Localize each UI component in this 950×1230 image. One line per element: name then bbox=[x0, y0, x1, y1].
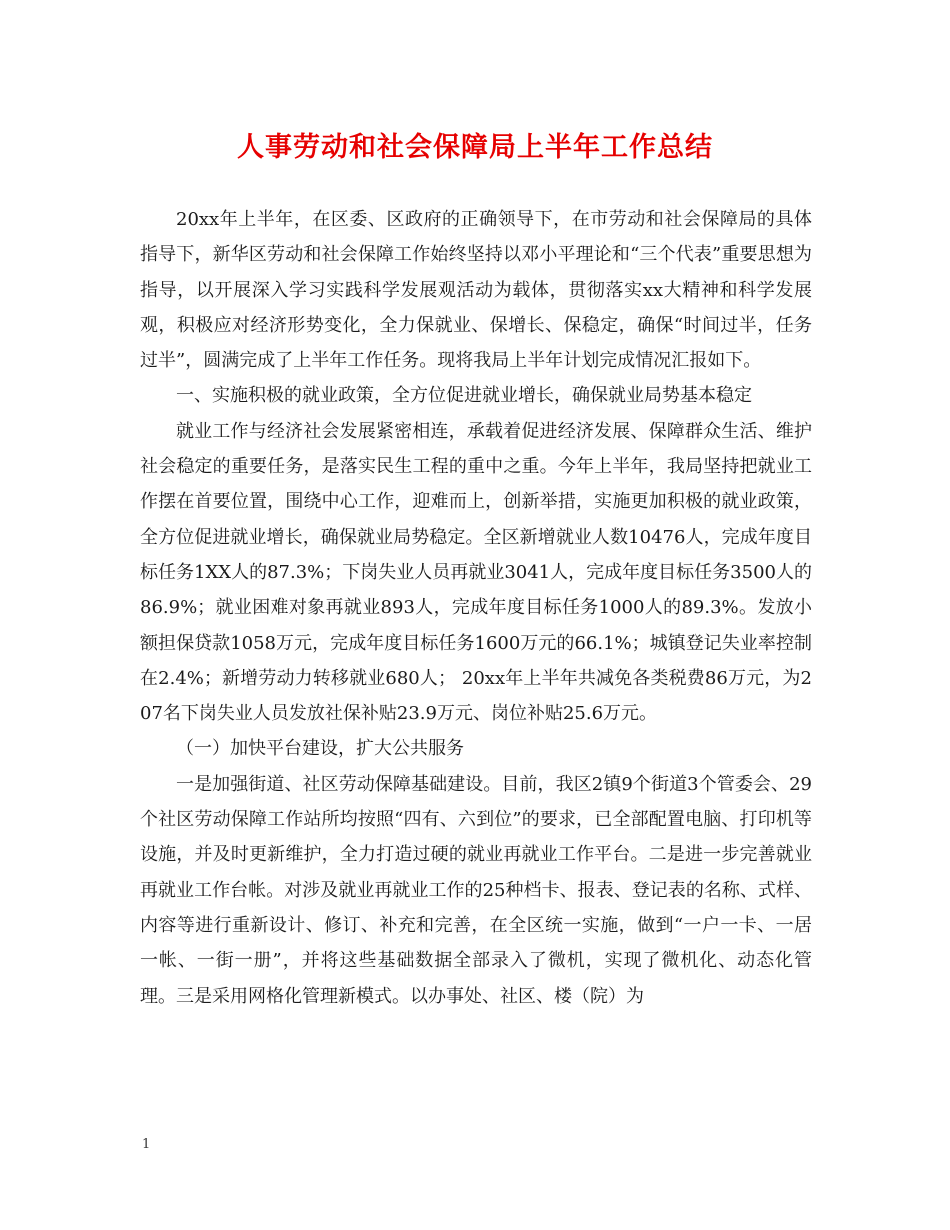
intro-paragraph: 20xx年上半年，在区委、区政府的正确领导下，在市劳动和社会保障局的具体指导下，新华区劳动和社会保障工作始终坚持以邓小平理论和“三个代表”重要思想为指导，以开展深入学习实践科学发展观活动为载体，贯彻落实xx大精神和科学发展观，积极应对经济形势变化，全力保就业、保增长、保稳定，确保“时间过半，任务过半”，圆满完成了上半年工作任务。现将我局上半年计划完成情况汇报如下。 bbox=[140, 209, 812, 372]
platform-paragraph: 一是加强街道、社区劳动保障基础建设。目前，我区2镇9个街道3个管委会、29个社区劳动保障工作站所均按照“四有、六到位”的要求，已全部配置电脑、打印机等设施，并及时更新维护，全力打造过硬的就业再就业工作平台。二是进一步完善就业再就业工作台帐。对涉及就业再就业工作的25种档卡、报表、登记表的名称、式样、内容等进行重新设计、修订、补充和完善，在全区统一实施，做到“一户一卡、一居一帐、一街一册”，并将这些基础数据全部录入了微机，实现了微机化、动态化管理。三是采用网格化管理新模式。以办事处、社区、楼（院）为 bbox=[140, 773, 812, 1007]
employment-paragraph: 就业工作与经济社会发展紧密相连，承载着促进经济发展、保障群众生活、维护社会稳定的重要任务，是落实民生工程的重中之重。今年上半年，我局坚持把就业工作摆在首要位置，围绕中心工作，迎难而上，创新举措，实施更加积极的就业政策，全方位促进就业增长，确保就业局势稳定。全区新增就业人数10476人，完成年度目标任务1XX人的87.3%；下岗失业人员再就业3041人，完成年度目标任务3500人的86.9%；就业困难对象再就业893人，完成年度目标任务1000人的89.3%。发放小额担保贷款1058万元，完成年度目标任务1600万元的66.1%；城镇登记失业率控制在2.4%；新增劳动力转移就业680人； 20xx年上半年共减免各类税费86万元，为207名下岗失业人员发放社保补贴23.9万元、岗位补贴25.6万元。 bbox=[140, 420, 812, 725]
page-number: 1 bbox=[142, 1137, 151, 1152]
section-heading-1: 一、实施积极的就业政策，全方位促进就业增长，确保就业局势基本稳定 bbox=[176, 385, 752, 407]
document-body bbox=[140, 202, 812, 1014]
subsection-heading-1: （一）加快平台建设，扩大公共服务 bbox=[176, 738, 464, 760]
document-title: 人事劳动和社会保障局上半年工作总结 bbox=[237, 132, 713, 163]
